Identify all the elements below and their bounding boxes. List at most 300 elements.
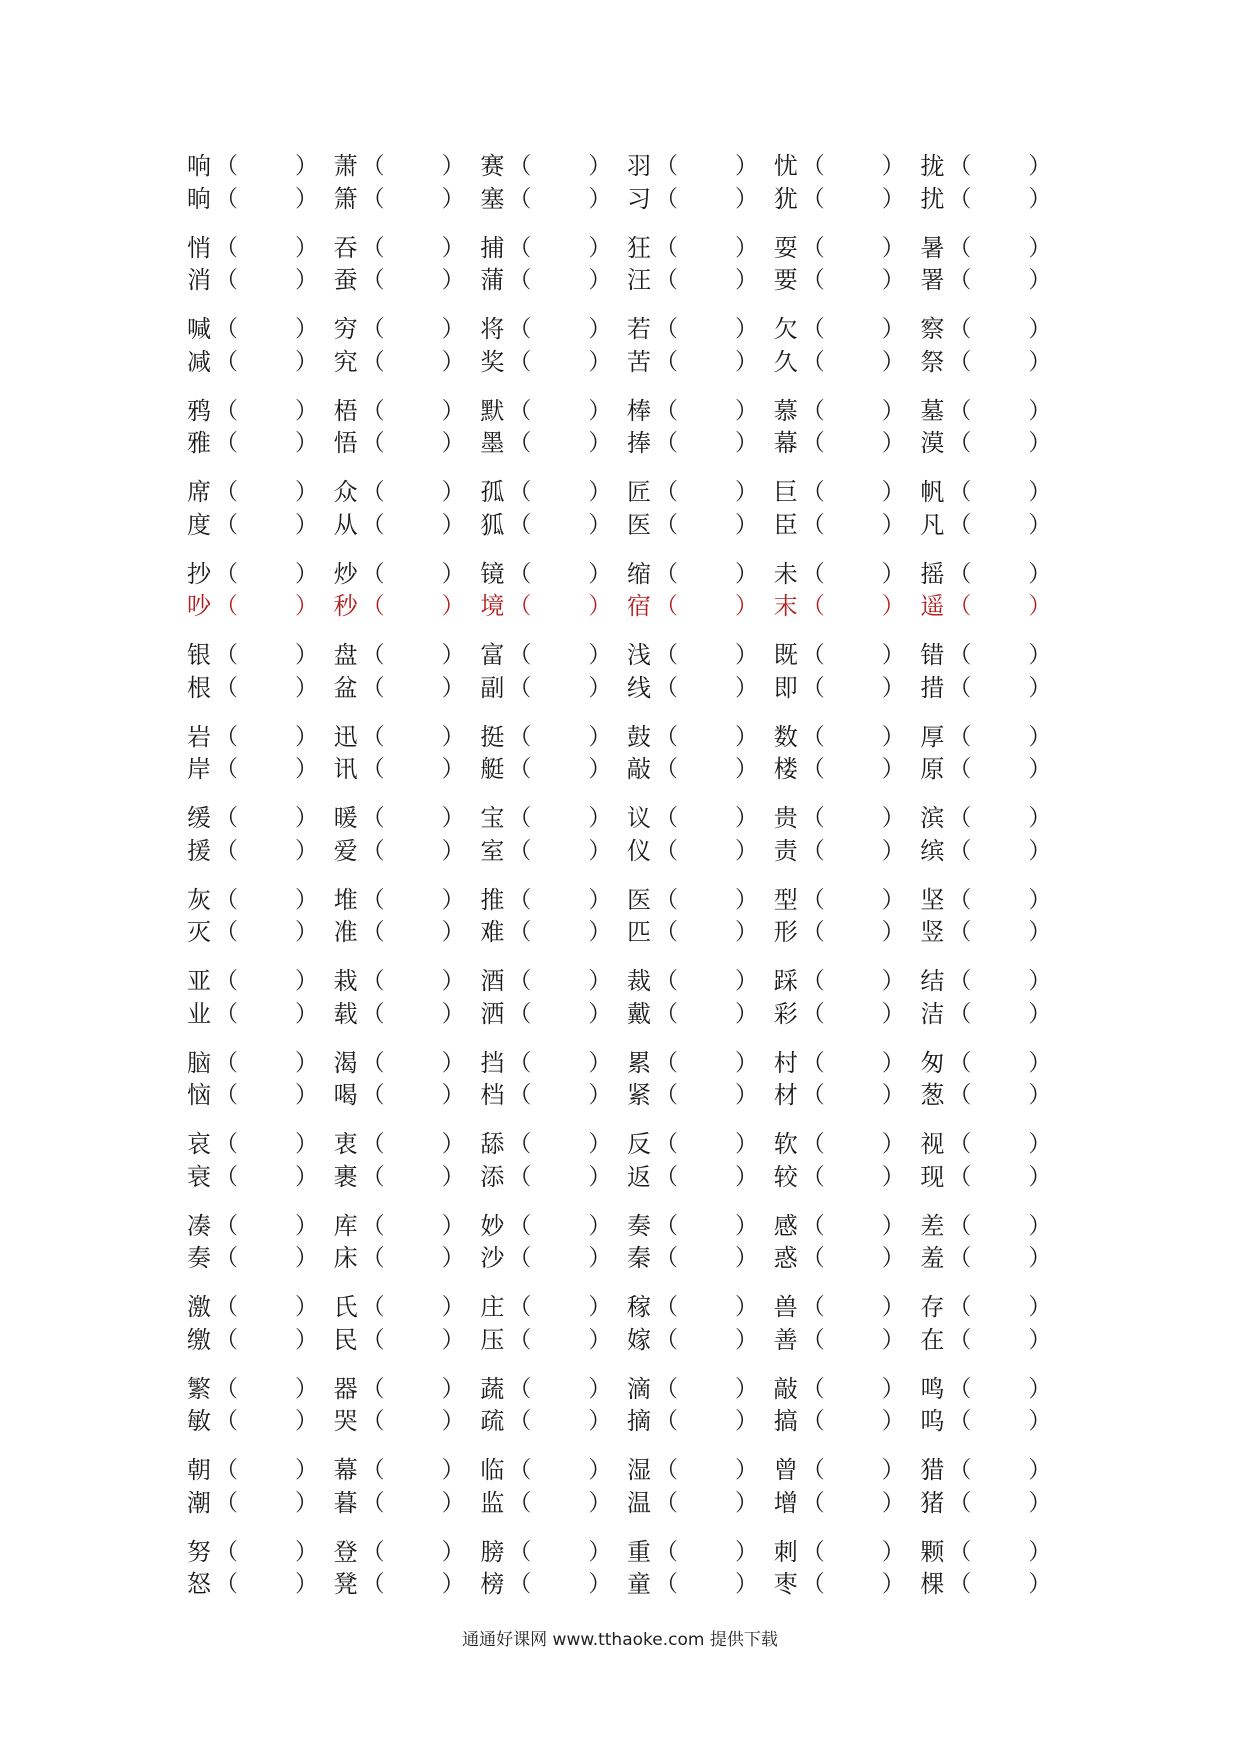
open-bracket: （ <box>655 185 679 212</box>
character-row <box>187 916 1067 949</box>
open-bracket: （ <box>361 1245 385 1272</box>
character-label: 习 <box>627 184 652 213</box>
character-label: 搞 <box>773 1407 798 1436</box>
character-label: 哭 <box>333 1407 358 1436</box>
character-blank-item <box>334 558 481 591</box>
character-label: 器 <box>333 1374 358 1403</box>
character-label: 究 <box>333 347 358 376</box>
character-label: 羞 <box>920 1244 945 1273</box>
open-bracket: （ <box>948 430 972 457</box>
close-bracket: ） <box>295 511 318 538</box>
open-bracket: （ <box>508 1294 532 1321</box>
character-blank-item <box>480 1210 627 1243</box>
open-bracket: （ <box>655 919 679 946</box>
word-pair-group <box>187 1128 1067 1210</box>
open-bracket: （ <box>215 968 238 995</box>
open-bracket: （ <box>948 642 972 669</box>
character-row <box>187 1454 1067 1487</box>
word-pair-group <box>187 150 1067 232</box>
character-blank-item <box>627 884 774 917</box>
close-bracket: ） <box>735 316 759 343</box>
character-label: 苦 <box>627 347 652 376</box>
open-bracket: （ <box>215 837 238 864</box>
character-label: 挺 <box>480 722 505 751</box>
character-label: 敲 <box>773 1374 798 1403</box>
close-bracket: ） <box>1028 593 1052 620</box>
open-bracket: （ <box>801 267 825 294</box>
close-bracket: ） <box>441 805 465 832</box>
character-row <box>187 1128 1067 1161</box>
open-bracket: （ <box>655 1163 679 1190</box>
open-bracket: （ <box>655 1408 679 1435</box>
close-bracket: ） <box>588 723 612 750</box>
character-label: 慕 <box>773 396 798 425</box>
character-label: 感 <box>773 1211 798 1240</box>
character-blank-item <box>627 802 774 835</box>
character-label: 脑 <box>187 1048 211 1077</box>
character-label: 墨 <box>480 429 505 458</box>
character-label: 呜 <box>920 1407 945 1436</box>
character-label: 暮 <box>333 1488 358 1517</box>
close-bracket: ） <box>588 348 612 375</box>
character-label: 库 <box>333 1211 358 1240</box>
character-label: 添 <box>480 1162 505 1191</box>
character-blank-item <box>187 1210 334 1243</box>
open-bracket: （ <box>508 1000 532 1027</box>
character-blank-item <box>920 264 1067 297</box>
open-bracket: （ <box>655 837 679 864</box>
close-bracket: ） <box>588 1082 612 1109</box>
close-bracket: ） <box>588 968 612 995</box>
character-label: 在 <box>920 1325 945 1354</box>
character-blank-item <box>480 639 627 672</box>
character-label: 洁 <box>920 999 945 1028</box>
character-blank-item <box>920 672 1067 705</box>
character-row <box>187 1161 1067 1194</box>
open-bracket: （ <box>948 1131 972 1158</box>
character-blank-item <box>774 998 921 1031</box>
character-row <box>187 395 1067 428</box>
close-bracket: ） <box>295 1538 318 1565</box>
open-bracket: （ <box>215 756 238 783</box>
character-label: 镜 <box>480 559 505 588</box>
close-bracket: ） <box>735 1163 759 1190</box>
character-blank-item <box>187 313 334 346</box>
word-pair-group <box>187 558 1067 640</box>
close-bracket: ） <box>441 723 465 750</box>
character-blank-item <box>774 1373 921 1406</box>
character-blank-item <box>187 509 334 542</box>
close-bracket: ） <box>441 234 465 261</box>
character-label: 衷 <box>333 1130 358 1159</box>
open-bracket: （ <box>948 397 972 424</box>
character-label: 惑 <box>773 1244 798 1273</box>
open-bracket: （ <box>655 1212 679 1239</box>
open-bracket: （ <box>215 1049 238 1076</box>
character-blank-item <box>480 753 627 786</box>
close-bracket: ） <box>1028 1245 1052 1272</box>
character-label: 富 <box>480 641 505 670</box>
character-label: 艇 <box>480 755 505 784</box>
character-blank-item <box>334 476 481 509</box>
open-bracket: （ <box>215 153 238 180</box>
close-bracket: ） <box>1028 1375 1052 1402</box>
character-blank-item <box>480 1373 627 1406</box>
close-bracket: ） <box>1028 1082 1052 1109</box>
character-row <box>187 1291 1067 1324</box>
close-bracket: ） <box>295 234 318 261</box>
character-label: 栽 <box>333 967 358 996</box>
character-row <box>187 965 1067 998</box>
character-blank-item <box>187 1324 334 1357</box>
character-blank-item <box>774 1568 921 1601</box>
close-bracket: ） <box>881 185 905 212</box>
character-label: 温 <box>627 1488 652 1517</box>
character-blank-item <box>774 639 921 672</box>
character-label: 善 <box>773 1325 798 1354</box>
close-bracket: ） <box>588 1245 612 1272</box>
character-label: 疏 <box>480 1407 505 1436</box>
close-bracket: ） <box>881 348 905 375</box>
open-bracket: （ <box>801 919 825 946</box>
character-blank-item <box>187 232 334 265</box>
word-pair-group <box>187 232 1067 314</box>
character-label: 耍 <box>773 233 798 262</box>
open-bracket: （ <box>948 1294 972 1321</box>
open-bracket: （ <box>948 234 972 261</box>
character-blank-item <box>480 965 627 998</box>
character-blank-item <box>480 150 627 183</box>
character-row <box>187 313 1067 346</box>
character-blank-item <box>334 264 481 297</box>
word-pair-group <box>187 313 1067 395</box>
open-bracket: （ <box>655 593 679 620</box>
open-bracket: （ <box>361 1294 385 1321</box>
open-bracket: （ <box>508 805 532 832</box>
character-blank-item <box>480 1568 627 1601</box>
character-blank-item <box>480 1291 627 1324</box>
character-blank-item <box>334 1047 481 1080</box>
character-label: 讯 <box>333 755 358 784</box>
close-bracket: ） <box>735 1408 759 1435</box>
character-label: 楼 <box>773 755 798 784</box>
open-bracket: （ <box>948 886 972 913</box>
character-blank-item <box>627 1536 774 1569</box>
open-bracket: （ <box>948 968 972 995</box>
character-label: 巨 <box>773 478 798 507</box>
character-label: 猎 <box>920 1456 945 1485</box>
character-blank-item <box>774 150 921 183</box>
open-bracket: （ <box>508 560 532 587</box>
open-bracket: （ <box>508 1571 532 1598</box>
character-label: 业 <box>187 999 211 1028</box>
open-bracket: （ <box>948 1538 972 1565</box>
character-label: 暑 <box>920 233 945 262</box>
open-bracket: （ <box>655 430 679 457</box>
character-label: 刺 <box>773 1537 798 1566</box>
close-bracket: ） <box>295 837 318 864</box>
close-bracket: ） <box>881 1375 905 1402</box>
character-blank-item <box>480 558 627 591</box>
character-blank-item <box>774 802 921 835</box>
open-bracket: （ <box>215 1245 238 1272</box>
close-bracket: ） <box>441 1294 465 1321</box>
character-blank-item <box>627 916 774 949</box>
character-blank-item <box>774 590 921 623</box>
character-blank-item <box>920 1242 1067 1275</box>
character-row <box>187 264 1067 297</box>
close-bracket: ） <box>295 805 318 832</box>
character-blank-item <box>774 1079 921 1112</box>
word-pair-group <box>187 1454 1067 1536</box>
open-bracket: （ <box>215 1294 238 1321</box>
character-blank-item <box>920 1161 1067 1194</box>
close-bracket: ） <box>295 1571 318 1598</box>
character-blank-item <box>480 509 627 542</box>
character-label: 灭 <box>187 918 211 947</box>
open-bracket: （ <box>215 348 238 375</box>
open-bracket: （ <box>215 1131 238 1158</box>
character-blank-item <box>480 346 627 379</box>
character-label: 责 <box>773 836 798 865</box>
character-label: 衰 <box>187 1162 211 1191</box>
close-bracket: ） <box>1028 886 1052 913</box>
character-blank-item <box>774 1242 921 1275</box>
character-row <box>187 672 1067 705</box>
open-bracket: （ <box>801 1457 825 1484</box>
character-label: 朝 <box>187 1456 211 1485</box>
close-bracket: ） <box>881 642 905 669</box>
close-bracket: ） <box>441 1489 465 1516</box>
character-blank-item <box>187 427 334 460</box>
character-label: 堆 <box>333 885 358 914</box>
open-bracket: （ <box>948 1000 972 1027</box>
open-bracket: （ <box>801 886 825 913</box>
close-bracket: ） <box>295 1489 318 1516</box>
close-bracket: ） <box>881 153 905 180</box>
close-bracket: ） <box>441 185 465 212</box>
character-row <box>187 1405 1067 1438</box>
open-bracket: （ <box>361 886 385 913</box>
character-label: 宝 <box>480 804 505 833</box>
close-bracket: ） <box>441 1457 465 1484</box>
open-bracket: （ <box>361 1000 385 1027</box>
character-blank-item <box>774 1047 921 1080</box>
character-blank-item <box>774 672 921 705</box>
open-bracket: （ <box>801 1571 825 1598</box>
open-bracket: （ <box>948 185 972 212</box>
close-bracket: ） <box>881 919 905 946</box>
open-bracket: （ <box>215 430 238 457</box>
character-label: 匠 <box>627 478 652 507</box>
close-bracket: ） <box>441 348 465 375</box>
character-label: 室 <box>480 836 505 865</box>
character-label: 未 <box>773 559 798 588</box>
character-label: 幕 <box>773 429 798 458</box>
character-label: 原 <box>920 755 945 784</box>
character-label: 狐 <box>480 510 505 539</box>
character-row <box>187 1047 1067 1080</box>
close-bracket: ） <box>881 1212 905 1239</box>
character-blank-item <box>920 395 1067 428</box>
open-bracket: （ <box>801 1408 825 1435</box>
close-bracket: ） <box>1028 919 1052 946</box>
open-bracket: （ <box>361 1571 385 1598</box>
open-bracket: （ <box>215 674 238 701</box>
word-pair-group <box>187 639 1067 721</box>
open-bracket: （ <box>215 397 238 424</box>
open-bracket: （ <box>361 1375 385 1402</box>
close-bracket: ） <box>295 1457 318 1484</box>
character-label: 末 <box>773 592 798 621</box>
open-bracket: （ <box>801 837 825 864</box>
character-blank-item <box>774 1324 921 1357</box>
character-blank-item <box>334 965 481 998</box>
character-label: 舔 <box>480 1130 505 1159</box>
open-bracket: （ <box>801 1049 825 1076</box>
character-blank-item <box>774 346 921 379</box>
character-label: 塞 <box>480 184 505 213</box>
character-label: 登 <box>333 1537 358 1566</box>
open-bracket: （ <box>361 1212 385 1239</box>
character-blank-item <box>480 1487 627 1520</box>
character-label: 援 <box>187 836 211 865</box>
close-bracket: ） <box>295 593 318 620</box>
open-bracket: （ <box>948 1326 972 1353</box>
close-bracket: ） <box>735 234 759 261</box>
character-blank-item <box>187 1373 334 1406</box>
character-label: 暖 <box>333 804 358 833</box>
character-label: 村 <box>773 1048 798 1077</box>
word-pair-group <box>187 1291 1067 1373</box>
character-blank-item <box>187 395 334 428</box>
open-bracket: （ <box>655 886 679 913</box>
character-label: 奏 <box>627 1211 652 1240</box>
character-blank-item <box>774 721 921 754</box>
character-blank-item <box>334 721 481 754</box>
close-bracket: ） <box>1028 1131 1052 1158</box>
close-bracket: ） <box>295 348 318 375</box>
open-bracket: （ <box>801 1245 825 1272</box>
close-bracket: ） <box>1028 1212 1052 1239</box>
character-blank-item <box>187 1128 334 1161</box>
character-label: 恼 <box>187 1081 211 1110</box>
open-bracket: （ <box>655 1326 679 1353</box>
close-bracket: ） <box>588 593 612 620</box>
open-bracket: （ <box>801 1000 825 1027</box>
open-bracket: （ <box>361 919 385 946</box>
open-bracket: （ <box>948 316 972 343</box>
open-bracket: （ <box>948 723 972 750</box>
open-bracket: （ <box>361 756 385 783</box>
open-bracket: （ <box>508 348 532 375</box>
open-bracket: （ <box>361 316 385 343</box>
character-blank-item <box>627 998 774 1031</box>
character-row <box>187 1242 1067 1275</box>
open-bracket: （ <box>215 1326 238 1353</box>
character-label: 视 <box>920 1130 945 1159</box>
close-bracket: ） <box>295 479 318 506</box>
character-blank-item <box>334 346 481 379</box>
open-bracket: （ <box>508 919 532 946</box>
character-blank-item <box>334 590 481 623</box>
close-bracket: ） <box>881 1082 905 1109</box>
character-label: 反 <box>627 1130 652 1159</box>
character-blank-item <box>920 1405 1067 1438</box>
character-blank-item <box>480 1324 627 1357</box>
character-label: 准 <box>333 918 358 947</box>
word-pair-group <box>187 1047 1067 1129</box>
character-label: 竖 <box>920 918 945 947</box>
character-row <box>187 346 1067 379</box>
character-label: 压 <box>480 1325 505 1354</box>
close-bracket: ） <box>441 968 465 995</box>
character-label: 吵 <box>187 592 211 621</box>
close-bracket: ） <box>441 430 465 457</box>
character-blank-item <box>187 1487 334 1520</box>
open-bracket: （ <box>948 1049 972 1076</box>
close-bracket: ） <box>295 756 318 783</box>
character-blank-item <box>627 1210 774 1243</box>
open-bracket: （ <box>215 886 238 913</box>
close-bracket: ） <box>1028 430 1052 457</box>
character-label: 童 <box>627 1570 652 1599</box>
character-blank-item <box>920 1536 1067 1569</box>
open-bracket: （ <box>801 479 825 506</box>
open-bracket: （ <box>361 1408 385 1435</box>
open-bracket: （ <box>508 723 532 750</box>
close-bracket: ） <box>588 316 612 343</box>
character-label: 吞 <box>333 233 358 262</box>
close-bracket: ） <box>735 1489 759 1516</box>
close-bracket: ） <box>881 560 905 587</box>
character-label: 蔬 <box>480 1374 505 1403</box>
character-blank-item <box>774 1161 921 1194</box>
character-label: 悟 <box>333 429 358 458</box>
character-blank-item <box>627 1324 774 1357</box>
close-bracket: ） <box>441 397 465 424</box>
character-label: 匹 <box>627 918 652 947</box>
character-blank-item <box>480 1405 627 1438</box>
character-blank-item <box>334 395 481 428</box>
open-bracket: （ <box>361 968 385 995</box>
close-bracket: ） <box>295 1082 318 1109</box>
character-label: 凡 <box>920 510 945 539</box>
close-bracket: ） <box>1028 756 1052 783</box>
open-bracket: （ <box>508 1212 532 1239</box>
character-label: 结 <box>920 967 945 996</box>
open-bracket: （ <box>948 674 972 701</box>
open-bracket: （ <box>215 1571 238 1598</box>
open-bracket: （ <box>655 1082 679 1109</box>
open-bracket: （ <box>508 1457 532 1484</box>
character-blank-item <box>334 998 481 1031</box>
close-bracket: ） <box>1028 1489 1052 1516</box>
close-bracket: ） <box>441 1000 465 1027</box>
close-bracket: ） <box>735 723 759 750</box>
character-blank-item <box>627 427 774 460</box>
character-label: 型 <box>773 885 798 914</box>
open-bracket: （ <box>801 153 825 180</box>
close-bracket: ） <box>441 1131 465 1158</box>
character-blank-item <box>627 1373 774 1406</box>
close-bracket: ） <box>735 593 759 620</box>
close-bracket: ） <box>881 1245 905 1272</box>
close-bracket: ） <box>735 267 759 294</box>
character-blank-item <box>480 1242 627 1275</box>
character-label: 祭 <box>920 347 945 376</box>
open-bracket: （ <box>655 805 679 832</box>
